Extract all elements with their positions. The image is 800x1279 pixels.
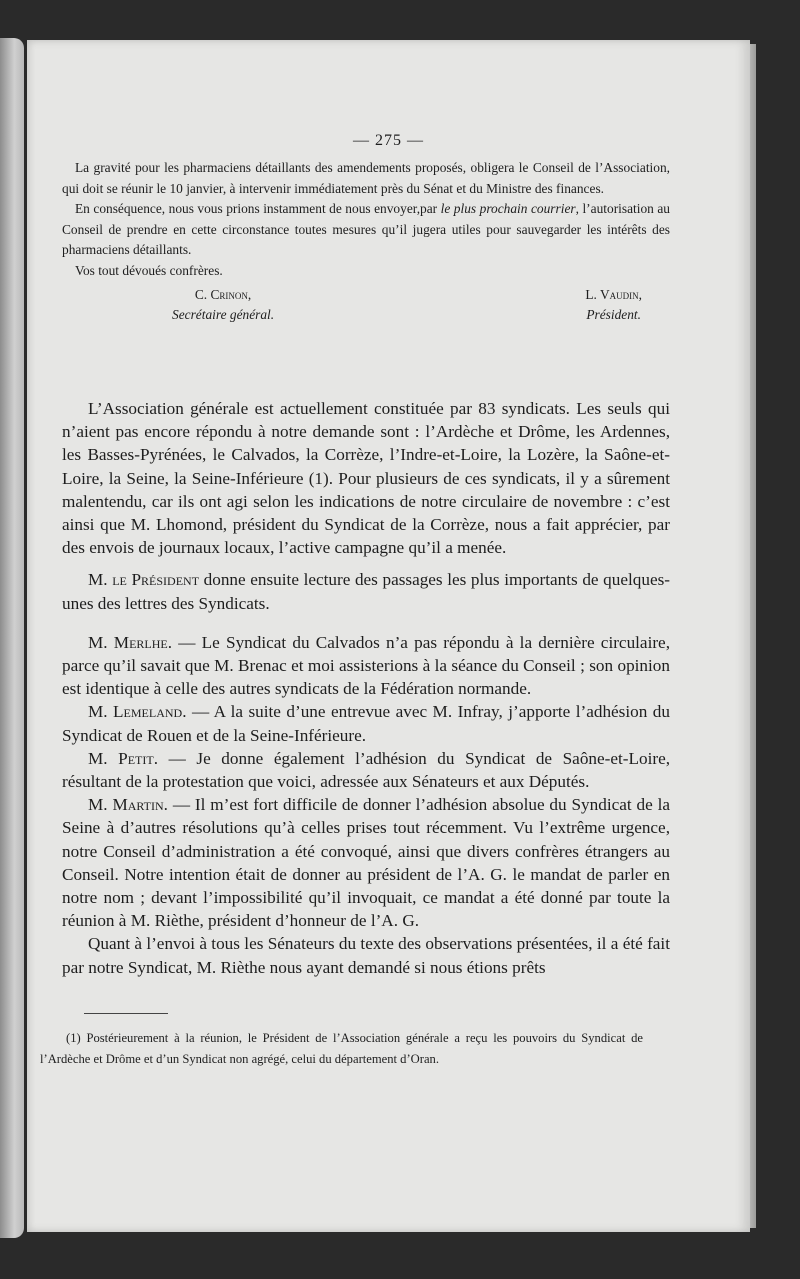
body-paragraph-2 (62, 568, 670, 614)
president-title: Président. (586, 307, 641, 323)
circular-letter (62, 158, 670, 326)
main-text (62, 397, 670, 979)
footnote (40, 1028, 643, 1069)
speaker-president: M. le Président (88, 570, 200, 590)
circular-paragraph-1: La gravité pour les pharmaciens détaillants des amendements proposés, obligera le Conseil de l’Association, qui doit se réunir le 10 janvier, à intervenir immédiatement près du Sénat et du Ministre des finances. (62, 160, 670, 196)
body-paragraph-7: Quant à l’envoi à tous les Sénateurs du texte des observations présentées, il a été fait par notre Syndicat, M. Rièthe nous ayant demandé si nous étions prêts (62, 934, 670, 977)
speaker-lemeland: M. Lemeland. (88, 702, 187, 722)
body-paragraph-4 (62, 700, 670, 746)
speaker-merlhe: M. Merlhe. (88, 632, 173, 652)
body-paragraph-5-text: — Je donne également l’adhésion du Syndicat de Saône-et-Loire, résultant de la protestation que voici, adressée aux Sénateurs et aux Députés. (62, 748, 670, 792)
body-paragraph-6 (62, 793, 670, 932)
body-paragraph-3-text: — Le Syndicat du Calvados n’a pas répondu à la dernière circulaire, parce qu’il savait que M. Brenac et moi assisterions à la séance du Conseil ; son opinion est identique à celle des autres syndicats de la Fédération normande. (62, 632, 670, 699)
facing-page-edge (0, 38, 24, 1238)
circular-paragraph-2-start: En conséquence, nous vous prions instamment de nous envoyer,par (75, 201, 441, 217)
signature-secretary (172, 285, 274, 326)
footnote-rule (84, 1013, 168, 1014)
circular-paragraph-2-end: , l’autorisation au Conseil de prendre en cette circonstance toutes mesures qu’il jugera utiles pour sauvegarder les intérêts des pharmaciens détaillants. (62, 201, 670, 258)
signature-president (585, 285, 642, 326)
body-paragraph-2-text: donne ensuite lecture des passages les plus importants de quelques-unes des lettres des Syndicats. (62, 570, 670, 613)
signatures (62, 285, 670, 326)
circular-paragraph-2-italic: le plus prochain courrier (440, 201, 576, 217)
body-paragraph-4-text: — A la suite d’une entrevue avec M. Infray, j’apporte l’adhésion du Syndicat de Rouen et de la Seine-Inférieure. (62, 702, 670, 745)
body-paragraph-5 (62, 747, 670, 793)
secretary-title: Secrétaire général. (172, 307, 275, 323)
body-paragraph-1: L’Association générale est actuellement constituée par 83 syndicats. Les seuls qui n’aient pas encore répondu à notre demande sont : l’Ardèche et Drôme, les Ardennes, les Basses-Pyrénées, le Calvados, la Corrèze, l’Indre-et-Loire, la Lozère, la Saône-et-Loire, la Seine, la Seine-Inférieure (1). Pour plusieurs de ces syndicats, il y a sûrement malentendu, car ils ont agi selon les indications de notre circulaire de novembre : c’est ainsi que M. Lhomond, président du Syndicat de la Corrèze, nous a fait apprécier, par des envois de journaux locaux, l’active campagne qu’il a menée. (62, 399, 670, 558)
secretary-name: C. Crinon, (194, 286, 252, 302)
footnote-text: (1) Postérieurement à la réunion, le Président de l’Association générale a reçu les pouvoirs du Syndicat de l’Ardèche et Drôme et d’un Syndicat non agrégé, celui du département d’Oran. (40, 1031, 643, 1066)
body-paragraph-6-text: — Il m’est fort difficile de donner l’adhésion absolue du Syndicat de la Seine à d’autres résolutions qu’à celles prises tout récemment. Vu l’extrême urgence, notre Conseil d’administration a été convoqué, ainsi que divers confrères étrangers au Conseil. Notre intention était de donner au président de l’A. G. le mandat de parler en notre nom ; devant l’impossibilité qu’il invoquait, ce mandat a été donné par toute la réunion à M. Rièthe, président d’honneur de l’A. G. (62, 795, 670, 931)
circular-paragraph-2 (62, 199, 670, 261)
page-number: — 275 — (353, 132, 424, 149)
speaker-martin: M. Martin. (88, 795, 168, 815)
circular-closing: Vos tout dévoués confrères. (75, 262, 223, 278)
body-paragraph-3 (62, 631, 670, 701)
president-name: L. Vaudin, (585, 286, 642, 302)
speaker-petit: M. Petit. (88, 748, 159, 768)
